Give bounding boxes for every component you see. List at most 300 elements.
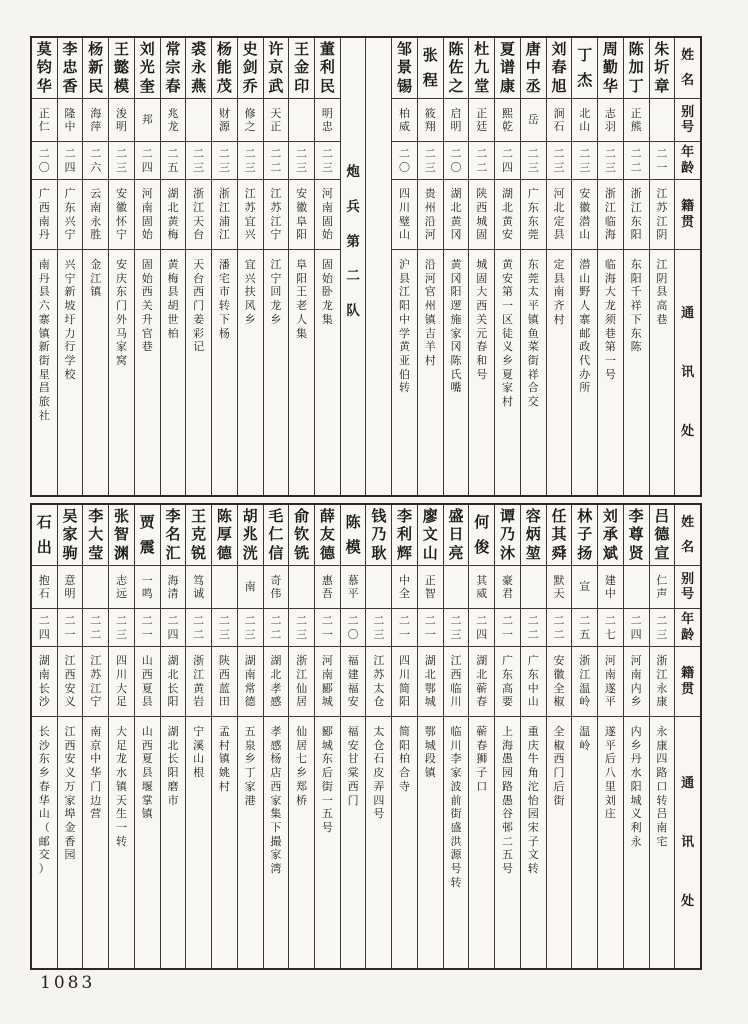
person-alias: 志 远 — [109, 566, 134, 609]
person-alias: 浚 明 — [109, 99, 134, 142]
person-address: 城 固 大 西 关 元 春 和 号 — [476, 258, 488, 381]
person-name: 陈 佐 之 — [444, 38, 469, 99]
person-name: 董 利 民 — [315, 38, 340, 99]
person-alias: 岳 — [521, 99, 546, 142]
person-name: 钱 乃 耿 — [366, 505, 391, 566]
person-alias: 南 — [238, 566, 263, 609]
person-age: 二 四 — [469, 609, 494, 647]
person-native-place: 山 西 夏 县 — [135, 647, 160, 717]
person-native-place: 安 徽 全 椒 — [547, 647, 572, 717]
person-column — [468, 505, 494, 968]
person-address: 东 阳 千 祥 下 东 陈 — [630, 258, 642, 354]
person-column — [211, 38, 237, 495]
person-alias: 一 鸣 — [135, 566, 160, 609]
person-alias: 海 萍 — [83, 99, 108, 142]
person-alias: 柏 威 — [392, 99, 417, 142]
person-alias: 笃 诚 — [186, 566, 211, 609]
person-column — [57, 505, 83, 968]
person-address: 固 始 西 关 升 官 巷 — [141, 258, 153, 354]
person-native-place: 江 苏 江 阴 — [650, 180, 675, 250]
person-address: 定 县 南 齐 村 — [553, 258, 565, 326]
person-address: 宁 溪 山 根 — [193, 725, 205, 780]
person-column — [108, 505, 134, 968]
header-column — [674, 38, 700, 495]
person-age: 二 三 — [238, 142, 263, 180]
person-alias: 慕 平 — [341, 566, 366, 609]
person-address: 宜 兴 扶 风 乡 — [244, 258, 256, 326]
person-name: 李 名 汇 — [161, 505, 186, 566]
header-alias-label: 别 号 — [675, 99, 700, 142]
person-age: 二 二 — [83, 609, 108, 647]
person-name: 王 金 印 — [289, 38, 314, 99]
person-alias: 海 清 — [161, 566, 186, 609]
person-age: 二 三 — [547, 142, 572, 180]
person-age: 二 二 — [264, 142, 289, 180]
person-name: 杜 九 堂 — [469, 38, 494, 99]
person-address: 金 江 镇 — [90, 258, 102, 299]
person-age: 二 〇 — [341, 609, 366, 647]
person-native-place: 安 徽 阜 阳 — [289, 180, 314, 250]
person-name: 盛 日 亮 — [444, 505, 469, 566]
person-name: 薛 友 德 — [315, 505, 340, 566]
person-address: 福 安 甘 棠 西 门 — [347, 725, 359, 807]
person-alias: 抱 石 — [32, 566, 57, 609]
person-native-place: 河 南 固 始 — [315, 180, 340, 250]
person-column — [365, 505, 391, 968]
person-name: 毛 仁 信 — [264, 505, 289, 566]
person-name: 林 子 扬 — [572, 505, 597, 566]
person-column — [263, 38, 289, 495]
person-age: 二 四 — [624, 609, 649, 647]
person-column — [237, 505, 263, 968]
person-native-place: 四 川 璧 山 — [392, 180, 417, 250]
person-alias: 筱 翔 — [418, 99, 443, 142]
person-age: 二 一 — [392, 609, 417, 647]
person-address: 蕲 春 狮 子 口 — [476, 725, 488, 793]
person-column — [597, 38, 623, 495]
person-column — [57, 38, 83, 495]
person-name: 丁 杰 — [572, 38, 597, 99]
person-name: 贾 震 — [135, 505, 160, 566]
person-column — [391, 505, 417, 968]
person-column — [288, 505, 314, 968]
person-address: 湖 北 长 阳 磨 市 — [167, 725, 179, 807]
person-native-place: 福 建 福 安 — [341, 647, 366, 717]
person-age: 二 五 — [572, 609, 597, 647]
header-name-label: 姓 名 — [675, 505, 700, 566]
person-native-place: 江 苏 宜 兴 — [238, 180, 263, 250]
person-address: 郾 城 东 后 街 一 五 号 — [321, 725, 333, 835]
person-address: 临 海 大 龙 须 巷 第 一 号 — [604, 258, 616, 381]
person-column — [649, 38, 675, 495]
person-address: 兴 宁 新 坡 圩 力 行 学 校 — [64, 258, 76, 381]
person-column — [288, 38, 314, 495]
person-native-place: 江 西 临 川 — [444, 647, 469, 717]
person-native-place: 广 东 中 山 — [521, 647, 546, 717]
person-column — [314, 505, 340, 968]
person-native-place: 湖 北 黄 梅 — [161, 180, 186, 250]
person-native-place: 广 东 高 要 — [495, 647, 520, 717]
person-age: 二 一 — [135, 609, 160, 647]
person-alias: 意 明 — [58, 566, 83, 609]
person-alias: 默 天 — [547, 566, 572, 609]
person-alias — [289, 566, 314, 609]
person-name: 许 京 武 — [264, 38, 289, 99]
person-address: 全 椒 西 门 后 街 — [553, 725, 565, 807]
person-age: 二 四 — [135, 142, 160, 180]
person-name: 李 忠 香 — [58, 38, 83, 99]
person-address: 潘 宅 市 转 下 杨 — [218, 258, 230, 340]
person-column — [314, 38, 340, 495]
unit-label-column — [340, 38, 366, 495]
person-column — [340, 505, 366, 968]
person-name: 任 其 舜 — [547, 505, 572, 566]
person-native-place: 江 苏 江 宁 — [83, 647, 108, 717]
person-name: 石 出 — [32, 505, 57, 566]
person-alias: 仁 声 — [650, 566, 675, 609]
person-native-place: 湖 北 鄂 城 — [418, 647, 443, 717]
person-age: 二 三 — [521, 142, 546, 180]
person-age: 二 三 — [212, 142, 237, 180]
person-column — [571, 505, 597, 968]
person-address: 上 海 愚 园 路 愚 谷 邨 二 五 号 — [501, 725, 513, 876]
person-address: 黄 安 第 一 区 徒 义 乡 夏 家 村 — [501, 258, 513, 409]
person-name: 裘 永 燕 — [186, 38, 211, 99]
person-native-place: 浙 江 温 岭 — [572, 647, 597, 717]
person-native-place: 广 西 南 丹 — [32, 180, 57, 250]
person-native-place: 湖 北 蕲 春 — [469, 647, 494, 717]
person-alias: 启 明 — [444, 99, 469, 142]
person-native-place: 云 南 永 胜 — [83, 180, 108, 250]
person-address: 江 宁 回 龙 乡 — [270, 258, 282, 326]
person-alias: 建 中 — [598, 566, 623, 609]
header-age-label: 年 龄 — [675, 609, 700, 647]
person-address: 温 岭 — [579, 725, 591, 752]
unit-label: 炮 兵 第 二 队 — [346, 164, 360, 320]
person-column — [443, 505, 469, 968]
person-address: 孟 村 镇 姚 村 — [218, 725, 230, 793]
person-column — [649, 505, 675, 968]
header-address-label: 通 讯 处 — [681, 305, 695, 440]
person-age: 二 二 — [186, 609, 211, 647]
person-native-place: 浙 江 天 台 — [186, 180, 211, 250]
person-address: 东 莞 太 平 镇 鱼 菜 街 祥 合 交 — [527, 258, 539, 409]
person-native-place: 浙 江 东 阳 — [624, 180, 649, 250]
person-name: 李 利 辉 — [392, 505, 417, 566]
person-native-place: 湖 南 长 沙 — [32, 647, 57, 717]
person-alias: 其 威 — [469, 566, 494, 609]
person-name: 夏 谱 康 — [495, 38, 520, 99]
person-name: 容 炳 堃 — [521, 505, 546, 566]
person-native-place: 陕 西 城 固 — [469, 180, 494, 250]
person-address: 大 足 龙 水 镇 天 生 一 转 — [115, 725, 127, 848]
person-name: 杨 新 民 — [83, 38, 108, 99]
person-native-place: 河 南 郾 城 — [315, 647, 340, 717]
person-native-place: 河 北 定 县 — [547, 180, 572, 250]
person-name: 刘 春 旭 — [547, 38, 572, 99]
header-column — [674, 505, 700, 968]
person-column — [82, 505, 108, 968]
person-address: 阜 阳 王 老 人 集 — [296, 258, 308, 340]
person-alias — [289, 99, 314, 142]
person-age: 二 四 — [495, 142, 520, 180]
person-alias: 正 廷 — [469, 99, 494, 142]
roster-table-bottom — [30, 503, 702, 970]
person-column — [417, 38, 443, 495]
person-name: 何 俊 — [469, 505, 494, 566]
person-column — [108, 38, 134, 495]
person-native-place: 浙 江 永 康 — [650, 647, 675, 717]
person-address: 仙 居 七 乡 郑 桥 — [296, 725, 308, 807]
person-age: 二 四 — [58, 142, 83, 180]
person-alias: 修 之 — [238, 99, 263, 142]
person-alias: 隆 中 — [58, 99, 83, 142]
person-address: 内 乡 丹 水 阳 城 义 利 永 — [630, 725, 642, 848]
person-name: 刘 承 斌 — [598, 505, 623, 566]
person-native-place: 浙 江 浦 江 — [212, 180, 237, 250]
person-alias: 志 羽 — [598, 99, 623, 142]
person-age: 二 三 — [289, 609, 314, 647]
person-name: 莫 钧 华 — [32, 38, 57, 99]
person-address: 天 台 西 门 姜 彩 记 — [193, 258, 205, 354]
person-column — [443, 38, 469, 495]
person-address: 黄 梅 县 胡 世 柏 — [167, 258, 179, 340]
person-age: 二 二 — [547, 609, 572, 647]
person-alias: 豪 君 — [495, 566, 520, 609]
person-alias — [83, 566, 108, 609]
person-address: 遂 平 后 八 里 刘 庄 — [604, 725, 616, 821]
person-name: 刘 光 奎 — [135, 38, 160, 99]
person-age: 二 三 — [366, 609, 391, 647]
person-native-place: 湖 北 孝 感 — [264, 647, 289, 717]
person-address: 孝 感 杨 店 西 家 集 下 撮 家 湾 — [270, 725, 282, 876]
person-column — [468, 38, 494, 495]
person-address: 太 仓 石 皮 弄 四 号 — [373, 725, 385, 821]
person-column — [520, 505, 546, 968]
person-age: 二 二 — [521, 609, 546, 647]
person-name: 谭 乃 沐 — [495, 505, 520, 566]
person-age: 二 三 — [598, 142, 623, 180]
person-age: 二 三 — [186, 142, 211, 180]
person-native-place: 河 南 固 始 — [135, 180, 160, 250]
person-native-place: 河 南 内 乡 — [624, 647, 649, 717]
person-alias — [212, 566, 237, 609]
person-address: 南 丹 县 六 寨 镇 新 街 星 昌 旅 社 — [38, 258, 50, 422]
person-native-place: 江 苏 江 宁 — [264, 180, 289, 250]
person-age: 二 三 — [109, 142, 134, 180]
person-name: 廖 文 山 — [418, 505, 443, 566]
person-alias — [624, 566, 649, 609]
person-address: 江 西 安 义 万 家 埠 金 香 园 — [64, 725, 76, 862]
person-column — [134, 505, 160, 968]
person-column — [160, 38, 186, 495]
person-alias: 正 智 — [418, 566, 443, 609]
person-age: 二 五 — [161, 142, 186, 180]
person-native-place: 湖 北 黄 冈 — [444, 180, 469, 250]
person-age: 二 三 — [650, 609, 675, 647]
person-age: 二 一 — [58, 609, 83, 647]
person-column — [417, 505, 443, 968]
person-age: 二 四 — [161, 609, 186, 647]
person-name: 陈 模 — [341, 505, 366, 566]
person-age: 二 三 — [212, 609, 237, 647]
roster-table-top — [30, 36, 702, 497]
person-name: 张 程 — [418, 38, 443, 99]
person-native-place: 浙 江 临 海 — [598, 180, 623, 250]
person-native-place: 安 徽 怀 宁 — [109, 180, 134, 250]
person-column — [211, 505, 237, 968]
person-address: 长 沙 东 乡 春 华 山 （ 邮 交 ） — [38, 725, 50, 876]
person-native-place: 陕 西 蓝 田 — [212, 647, 237, 717]
person-address: 沿 河 官 州 镇 吉 羊 村 — [424, 258, 436, 368]
person-age: 二 三 — [109, 609, 134, 647]
person-name: 张 智 渊 — [109, 505, 134, 566]
person-column — [82, 38, 108, 495]
person-name: 胡 兆 洸 — [238, 505, 263, 566]
person-age: 二 三 — [315, 142, 340, 180]
person-age: 二 一 — [418, 609, 443, 647]
person-age: 二 三 — [289, 142, 314, 180]
person-name: 杨 能 茂 — [212, 38, 237, 99]
person-column — [237, 38, 263, 495]
person-age: 二 六 — [83, 142, 108, 180]
person-column — [494, 505, 520, 968]
person-address: 五 泉 乡 丁 家 港 — [244, 725, 256, 807]
person-name: 常 宗 春 — [161, 38, 186, 99]
person-native-place: 四 川 简 阳 — [392, 647, 417, 717]
header-native-place-label: 籍 贯 — [675, 180, 700, 250]
header-alias-label: 别 号 — [675, 566, 700, 609]
person-native-place: 贵 州 沿 河 — [418, 180, 443, 250]
person-age: 二 一 — [650, 142, 675, 180]
person-address: 黄 冈 阳 逻 施 家 冈 陈 氏 嘴 — [450, 258, 462, 395]
person-age: 二 〇 — [444, 142, 469, 180]
person-column — [32, 505, 57, 968]
person-age: 二 二 — [264, 609, 289, 647]
person-address: 鄂 城 段 镇 — [424, 725, 436, 780]
person-address: 安 庆 东 门 外 马 家 窝 — [115, 258, 127, 368]
page-number: 1083 — [40, 973, 96, 993]
person-alias — [521, 566, 546, 609]
person-alias: 惠 吾 — [315, 566, 340, 609]
person-name: 吴 家 驹 — [58, 505, 83, 566]
person-age: 二 〇 — [32, 142, 57, 180]
person-age: 二 三 — [238, 609, 263, 647]
person-alias: 明 忠 — [315, 99, 340, 142]
person-alias: 涧 石 — [547, 99, 572, 142]
person-native-place: 湖 南 常 德 — [238, 647, 263, 717]
person-alias — [650, 99, 675, 142]
person-column — [263, 505, 289, 968]
person-name: 俞 钦 铣 — [289, 505, 314, 566]
person-age: 二 三 — [418, 142, 443, 180]
person-alias: 熙 乾 — [495, 99, 520, 142]
person-native-place: 江 苏 太 仓 — [366, 647, 391, 717]
person-column — [134, 38, 160, 495]
person-native-place: 广 东 兴 宁 — [58, 180, 83, 250]
person-age: 二 二 — [624, 142, 649, 180]
header-native-place-label: 籍 贯 — [675, 647, 700, 717]
person-name: 周 勤 华 — [598, 38, 623, 99]
person-alias: 宣 — [572, 566, 597, 609]
person-alias: 北 山 — [572, 99, 597, 142]
person-age: 二 三 — [444, 609, 469, 647]
person-name: 王 懿 模 — [109, 38, 134, 99]
person-alias — [444, 566, 469, 609]
person-age: 二 一 — [495, 609, 520, 647]
person-address: 临 川 李 家 波 前 街 盛 洪 源 号 转 — [450, 725, 462, 889]
person-native-place: 四 川 大 足 — [109, 647, 134, 717]
person-native-place: 浙 江 黄 岩 — [186, 647, 211, 717]
person-address: 简 阳 柏 合 寺 — [399, 725, 411, 793]
person-name: 李 尊 贤 — [624, 505, 649, 566]
person-alias: 邦 — [135, 99, 160, 142]
person-address: 沪 县 江 阳 中 学 黄 亚 伯 转 — [399, 258, 411, 395]
person-age: 二 一 — [315, 609, 340, 647]
person-column — [571, 38, 597, 495]
person-name: 邹 景 锡 — [392, 38, 417, 99]
person-age: 二 三 — [572, 142, 597, 180]
person-name: 朱 圻 章 — [650, 38, 675, 99]
person-alias: 奇 伟 — [264, 566, 289, 609]
person-name: 王 克 锐 — [186, 505, 211, 566]
person-native-place: 浙 江 仙 居 — [289, 647, 314, 717]
spacer-column — [365, 38, 391, 495]
person-alias: 中 全 — [392, 566, 417, 609]
header-address-label: 通 讯 处 — [681, 775, 695, 910]
person-column — [391, 38, 417, 495]
person-address: 山 西 夏 县 堰 掌 镇 — [141, 725, 153, 821]
person-address: 永 康 四 路 口 转 吕 南 宅 — [656, 725, 668, 848]
person-alias: 财 源 — [212, 99, 237, 142]
person-name: 陈 加 丁 — [624, 38, 649, 99]
person-alias: 兆 龙 — [161, 99, 186, 142]
person-address: 江 阴 县 高 巷 — [656, 258, 668, 326]
header-name-label: 姓 名 — [675, 38, 700, 99]
person-native-place: 河 南 遂 平 — [598, 647, 623, 717]
person-alias — [366, 566, 391, 609]
person-column — [520, 38, 546, 495]
header-age-label: 年 龄 — [675, 142, 700, 180]
person-age: 二 七 — [598, 609, 623, 647]
person-age: 二 〇 — [392, 142, 417, 180]
person-alias: 天 正 — [264, 99, 289, 142]
person-column — [185, 505, 211, 968]
person-column — [546, 38, 572, 495]
person-column — [494, 38, 520, 495]
person-column — [160, 505, 186, 968]
person-column — [597, 505, 623, 968]
person-native-place: 安 徽 潜 山 — [572, 180, 597, 250]
person-column — [546, 505, 572, 968]
person-name: 唐 中 丞 — [521, 38, 546, 99]
person-column — [623, 38, 649, 495]
person-native-place: 广 东 东 莞 — [521, 180, 546, 250]
person-alias: 正 熊 — [624, 99, 649, 142]
person-name: 陈 厚 德 — [212, 505, 237, 566]
person-name: 李 大 莹 — [83, 505, 108, 566]
person-address: 固 始 卧 龙 集 — [321, 258, 333, 326]
person-native-place: 江 西 安 义 — [58, 647, 83, 717]
person-address: 南 京 中 华 门 边 营 — [90, 725, 102, 821]
person-name: 史 剑 乔 — [238, 38, 263, 99]
person-native-place: 湖 北 长 阳 — [161, 647, 186, 717]
person-alias: 正 仁 — [32, 99, 57, 142]
person-age: 二 四 — [32, 609, 57, 647]
person-alias — [186, 99, 211, 142]
person-column — [623, 505, 649, 968]
person-native-place: 湖 北 黄 安 — [495, 180, 520, 250]
